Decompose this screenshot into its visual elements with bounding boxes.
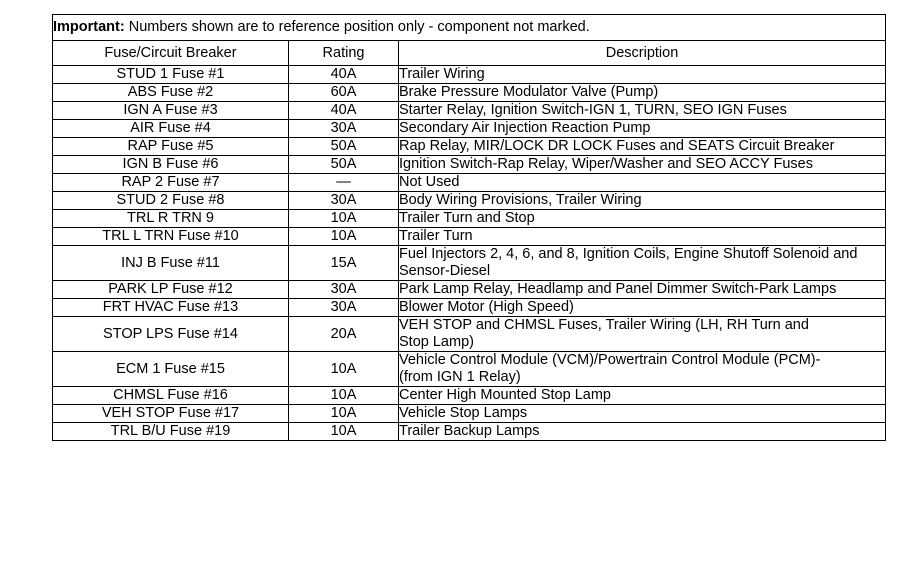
cell-fuse-description	[399, 281, 886, 299]
description-line: Trailer Turn and Stop	[399, 210, 535, 226]
important-note-cell	[53, 15, 886, 41]
table-row	[53, 210, 886, 228]
cell-fuse-rating: 30A	[289, 299, 399, 317]
cell-fuse-description	[399, 228, 886, 246]
table-row	[53, 299, 886, 317]
fuse-circuit-breaker-table	[52, 14, 886, 441]
description-line: Trailer Wiring	[399, 66, 485, 82]
fuse-table-container	[52, 14, 885, 441]
table-row	[53, 405, 886, 423]
cell-fuse-name: TRL R TRN 9	[53, 210, 289, 228]
cell-fuse-name: PARK LP Fuse #12	[53, 281, 289, 299]
cell-fuse-rating: 30A	[289, 281, 399, 299]
description-line: (from IGN 1 Relay)	[399, 369, 521, 385]
cell-fuse-name: CHMSL Fuse #16	[53, 387, 289, 405]
table-row	[53, 138, 886, 156]
description-line: Blower Motor (High Speed)	[399, 299, 574, 315]
cell-fuse-description	[399, 405, 886, 423]
cell-fuse-rating: 30A	[289, 120, 399, 138]
description-line: Center High Mounted Stop Lamp	[399, 387, 611, 403]
description-line: Vehicle Stop Lamps	[399, 405, 528, 421]
cell-fuse-description	[399, 299, 886, 317]
table-header-row	[53, 41, 886, 66]
cell-fuse-rating: 10A	[289, 210, 399, 228]
table-row	[53, 120, 886, 138]
cell-fuse-name: TRL B/U Fuse #19	[53, 423, 289, 441]
cell-fuse-description	[399, 120, 886, 138]
table-row	[53, 156, 886, 174]
cell-fuse-rating: 40A	[289, 102, 399, 120]
important-note-row	[53, 15, 886, 41]
table-row	[53, 281, 886, 299]
cell-fuse-rating: 50A	[289, 138, 399, 156]
cell-fuse-name: VEH STOP Fuse #17	[53, 405, 289, 423]
description-line: Starter Relay, Ignition Switch-IGN 1, TURN, SEO IGN Fuses	[399, 102, 787, 118]
table-body	[53, 15, 886, 441]
description-line: Park Lamp Relay, Headlamp and Panel Dimmer Switch-Park Lamps	[399, 281, 837, 297]
description-line: Not Used	[399, 174, 460, 190]
description-line: VEH STOP and CHMSL Fuses, Trailer Wiring (LH, RH Turn and	[399, 317, 809, 333]
cell-fuse-name: STUD 1 Fuse #1	[53, 66, 289, 84]
cell-fuse-rating: 10A	[289, 387, 399, 405]
cell-fuse-name: STOP LPS Fuse #14	[53, 317, 289, 352]
cell-fuse-description	[399, 387, 886, 405]
important-note-text: Numbers shown are to reference position only - component not marked.	[128, 19, 590, 35]
cell-fuse-name: RAP Fuse #5	[53, 138, 289, 156]
table-row	[53, 423, 886, 441]
table-row	[53, 192, 886, 210]
cell-fuse-description	[399, 174, 886, 192]
column-header-rating: Rating	[289, 41, 399, 66]
cell-fuse-description	[399, 423, 886, 441]
cell-fuse-description	[399, 317, 886, 352]
cell-fuse-name: RAP 2 Fuse #7	[53, 174, 289, 192]
table-row	[53, 228, 886, 246]
cell-fuse-name: ABS Fuse #2	[53, 84, 289, 102]
cell-fuse-name: FRT HVAC Fuse #13	[53, 299, 289, 317]
description-line: Trailer Backup Lamps	[399, 423, 540, 439]
cell-fuse-rating: 30A	[289, 192, 399, 210]
table-row	[53, 246, 886, 281]
cell-fuse-description	[399, 246, 886, 281]
table-row	[53, 66, 886, 84]
cell-fuse-description	[399, 66, 886, 84]
cell-fuse-name: INJ B Fuse #11	[53, 246, 289, 281]
description-line: Secondary Air Injection Reaction Pump	[399, 120, 651, 136]
table-row	[53, 174, 886, 192]
cell-fuse-name: AIR Fuse #4	[53, 120, 289, 138]
cell-fuse-rating: 10A	[289, 352, 399, 387]
cell-fuse-description	[399, 210, 886, 228]
column-header-name: Fuse/Circuit Breaker	[53, 41, 289, 66]
column-header-description: Description	[399, 41, 886, 66]
table-row	[53, 102, 886, 120]
cell-fuse-name: ECM 1 Fuse #15	[53, 352, 289, 387]
table-row	[53, 84, 886, 102]
cell-fuse-name: TRL L TRN Fuse #10	[53, 228, 289, 246]
cell-fuse-description	[399, 192, 886, 210]
cell-fuse-rating: 10A	[289, 228, 399, 246]
table-row	[53, 387, 886, 405]
description-line: Sensor-Diesel	[399, 263, 491, 279]
description-line: Fuel Injectors 2, 4, 6, and 8, Ignition Coils, Engine Shutoff Solenoid and	[399, 246, 858, 262]
description-line: Trailer Turn	[399, 228, 473, 244]
description-line: Ignition Switch-Rap Relay, Wiper/Washer and SEO ACCY Fuses	[399, 156, 813, 172]
table-row	[53, 352, 886, 387]
cell-fuse-rating: 10A	[289, 423, 399, 441]
cell-fuse-description	[399, 156, 886, 174]
cell-fuse-description	[399, 84, 886, 102]
cell-fuse-description	[399, 138, 886, 156]
cell-fuse-name: IGN B Fuse #6	[53, 156, 289, 174]
description-line: Stop Lamp)	[399, 334, 474, 350]
table-row	[53, 317, 886, 352]
cell-fuse-name: STUD 2 Fuse #8	[53, 192, 289, 210]
important-note-label: Important:	[53, 19, 125, 35]
cell-fuse-rating: 40A	[289, 66, 399, 84]
cell-fuse-description	[399, 352, 886, 387]
description-line: Vehicle Control Module (VCM)/Powertrain Control Module (PCM)-	[399, 352, 821, 368]
cell-fuse-rating: 50A	[289, 156, 399, 174]
cell-fuse-rating: 15A	[289, 246, 399, 281]
cell-fuse-description	[399, 102, 886, 120]
description-line: Brake Pressure Modulator Valve (Pump)	[399, 84, 659, 100]
cell-fuse-rating: —	[289, 174, 399, 192]
cell-fuse-rating: 10A	[289, 405, 399, 423]
description-line: Rap Relay, MIR/LOCK DR LOCK Fuses and SEATS Circuit Breaker	[399, 138, 835, 154]
cell-fuse-rating: 60A	[289, 84, 399, 102]
cell-fuse-name: IGN A Fuse #3	[53, 102, 289, 120]
description-line: Body Wiring Provisions, Trailer Wiring	[399, 192, 642, 208]
cell-fuse-rating: 20A	[289, 317, 399, 352]
